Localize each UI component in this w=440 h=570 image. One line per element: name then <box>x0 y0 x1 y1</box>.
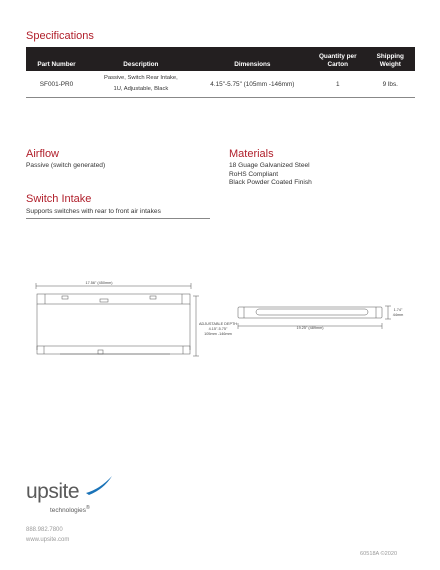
logo-swoosh-icon <box>84 475 114 495</box>
table-row <box>26 71 415 98</box>
specifications-heading: Specifications <box>26 30 94 42</box>
specifications-table <box>26 47 415 98</box>
description-line-1: Passive, Switch Rear Intake, <box>103 75 178 81</box>
cell-weight: 9 lbs. <box>382 80 398 88</box>
depth-label-line-1: ADJUSTABLE DEPTH <box>198 322 238 326</box>
col-part-number: Part Number <box>26 47 87 71</box>
website-link[interactable]: www.upsite.com <box>26 537 70 543</box>
front-plate-outline <box>37 294 190 304</box>
logo-subtitle <box>50 505 90 514</box>
cell-dimensions: 4.15"-5.75" (105mm -146mm) <box>210 80 295 88</box>
logo-wordmark: upsite <box>26 480 80 503</box>
col-weight: Shipping Weight <box>366 47 415 71</box>
side-height-label-line-2: 44mm <box>392 313 404 317</box>
switch-intake-heading: Switch Intake <box>26 193 92 205</box>
bottom-bracket-outline <box>37 346 190 354</box>
cell-part-number: SF001-PR0 <box>39 80 74 88</box>
registered-mark: ® <box>85 505 90 511</box>
side-view-slot <box>256 309 368 315</box>
logo-subtitle-text: technologies <box>50 507 86 515</box>
col-description: Description <box>87 47 195 71</box>
section-divider <box>26 218 210 219</box>
side-width-label: 19.25" (489mm) <box>296 326 324 330</box>
materials-item: 18 Guage Galvanized Steel <box>229 162 310 169</box>
switch-intake-text: Supports switches with rear to front air intakes <box>26 208 161 215</box>
col-dimensions: Dimensions <box>195 47 310 71</box>
materials-item: Black Powder Coated Finish <box>229 179 312 186</box>
depth-label-line-3: 105mm -146mm <box>204 332 232 336</box>
col-quantity: Quantity per Carton <box>310 47 366 71</box>
depth-label-line-2: 4.15"-5.75" <box>208 327 228 331</box>
front-width-label: 17.56" (450mm) <box>85 281 113 285</box>
table-header-row <box>26 47 415 71</box>
side-height-label-line-1: 1.74" <box>393 308 403 312</box>
materials-item: RoHS Compliant <box>229 170 279 178</box>
side-view-outline <box>238 307 382 318</box>
materials-heading: Materials <box>229 148 274 160</box>
cell-quantity: 1 <box>336 80 340 88</box>
airflow-heading: Airflow <box>26 148 60 160</box>
cell-description <box>87 71 195 98</box>
upsite-logo <box>26 480 90 515</box>
document-number: 60518A ©2020 <box>360 551 398 557</box>
technical-drawing <box>0 270 440 370</box>
contact-phone: 888.982.7800 <box>26 527 63 533</box>
description-line-2: 1U, Adjustable, Black <box>113 86 169 92</box>
airflow-text: Passive (switch generated) <box>26 162 106 169</box>
materials-list <box>229 162 312 188</box>
